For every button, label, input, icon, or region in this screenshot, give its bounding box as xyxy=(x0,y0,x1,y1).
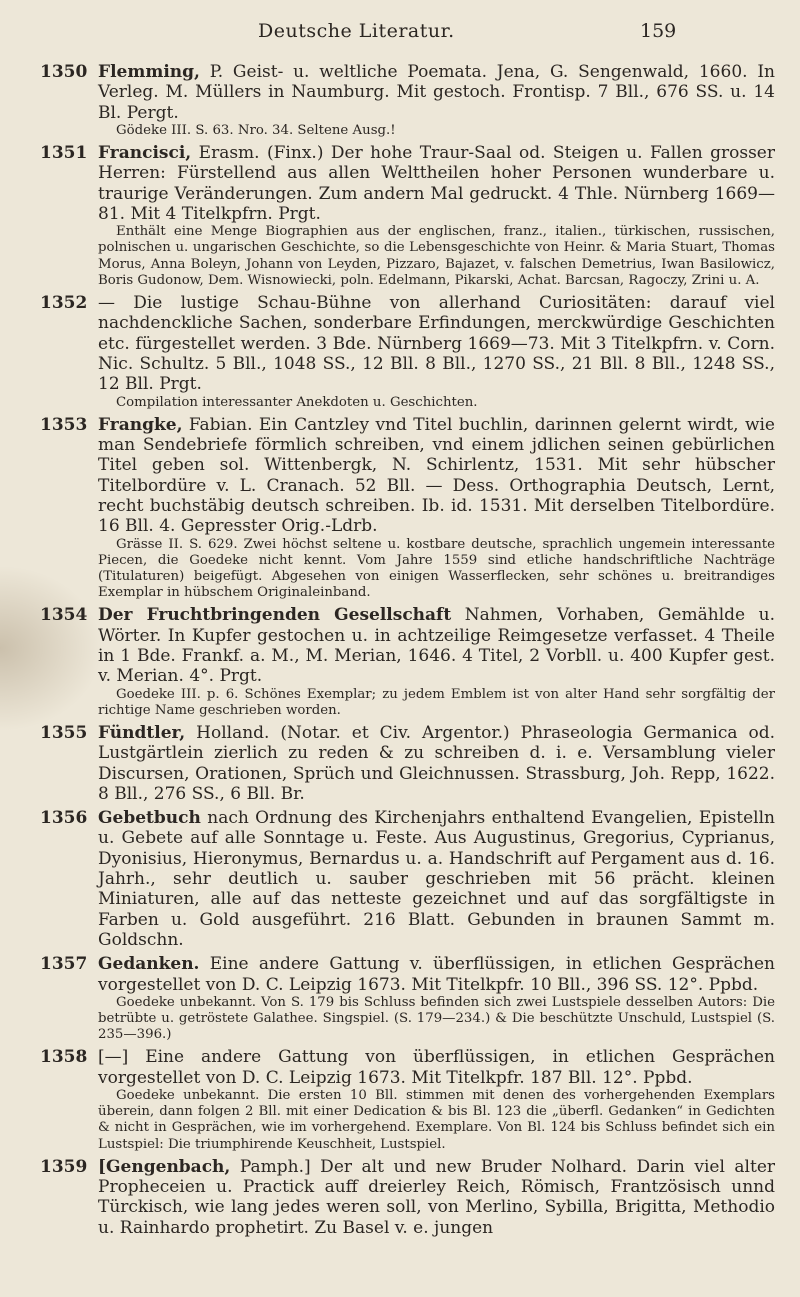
entry-number: 1352 xyxy=(40,293,88,314)
catalog-entry xyxy=(40,143,775,289)
catalog-entry xyxy=(40,808,775,950)
entry-number: 1353 xyxy=(40,414,88,435)
entry-note: Goedeke unbekannt. Von S. 179 bis Schluss befinden sich zwei Lustspiele desselben Autors: Die betrübte u. getröstete Galathee. Singspiel. (S. 179—234.) & Die beschützte Unschuld, Lustspiel (S. 235—396.) xyxy=(98,994,775,1043)
entry-note: Grässe II. S. 629. Zwei höchst seltene u. kostbare deutsche, sprachlich ungemein interessante Piecen, die Goedeke nicht kennt. Vom Jahre 1559 sind etliche handschriftliche Nachträge (Titulaturen) beigefügt. Abgesehen von einigen Wasserflecken, sehr schönes u. breitrandiges Exemplar in hübschem Originaleinband. xyxy=(98,536,775,601)
entry-number: 1355 xyxy=(40,722,88,743)
page-number: 159 xyxy=(640,20,677,42)
catalog-entry xyxy=(40,62,775,139)
entry-text xyxy=(98,1047,775,1088)
running-title: Deutsche Literatur. xyxy=(258,20,455,42)
catalog-entry xyxy=(40,605,775,719)
entry-number: 1354 xyxy=(40,605,88,626)
entry-description: Fabian. Ein Cantzley vnd Titel buchlin, darinnen gelernt wirdt, wie man Sendebriefe förmlich schreiben, vnd einem jdlichen seinen gebürlichen Titel geben sol. Wittenbergk, N. Schirlentz, 1531. Mit sehr hübscher Titelbordüre v. L. Cranach. 52 Bll. — Dess. Orthographia Deutsch, Lernt, recht buchstäbig deutsch schreiben. Ib. id. 1531. Mit derselben Titelbordüre. 16 Bll. 4. Gepresster Orig.-Ldrb. xyxy=(98,414,775,537)
entry-description: Erasm. (Finx.) Der hohe Traur-Saal od. Steigen u. Fallen grosser Herren: Fürstellend aus allen Welttheilen hoher Personen wunderbare u. traurige Veränderungen. Zum andern Mal gedruckt. 4 Thle. Nürnberg 1669—81. Mit 4 Titelkpfrn. Prgt. xyxy=(98,143,775,224)
entry-text xyxy=(98,62,775,123)
entry-author: Frangke, xyxy=(98,414,183,435)
entry-description: [—] Eine andere Gattung von überflüssigen, in etlichen Gesprächen vorgestellet von D. C. Leipzig 1673. Mit Titelkpfr. 187 Bll. 12°. Ppbd. xyxy=(98,1047,775,1088)
entry-text xyxy=(98,415,775,537)
entry-description: Holland. (Notar. et Civ. Argentor.) Phraseologia Germanica od. Lustgärtlein zierlich zu reden & zu schreiben d. i. e. Versamblung vieler Discursen, Orationen, Sprüch und Gleichnussen. Strassburg, Joh. Repp, 1622. 8 Bll., 276 SS., 6 Bll. Br. xyxy=(98,722,775,804)
entry-text xyxy=(98,143,775,224)
entry-author: Gedanken. xyxy=(98,954,200,975)
entry-author: [Gengenbach, xyxy=(98,1156,231,1177)
page-header xyxy=(0,20,800,50)
entry-note: Compilation interessanter Anekdoten u. Geschichten. xyxy=(116,394,478,410)
entry-number: 1359 xyxy=(40,1156,88,1177)
entry-description: Pamph.] Der alt und new Bruder Nolhard. Darin viel alter Propheceien u. Practick auff dreierley Reich, Römisch, Frantzösisch unnd Türckisch, wie lang jedes weren soll, von Merlino, Sybilla, Brigitta, Methodio u. Rainhardo prophetirt. Zu Basel v. e. jungen xyxy=(98,1156,775,1238)
entry-text xyxy=(98,723,775,804)
entry-number: 1358 xyxy=(40,1047,88,1068)
entry-text xyxy=(98,954,775,995)
entry-note: Enthält eine Menge Biographien aus der englischen, franz., italien., türkischen, russischen, polnischen u. ungarischen Geschichte, so die Lebensgeschichte von Heinr. & Maria Stuart, Thomas Morus, Anna Boleyn, Johann von Leyden, Pizzaro, Bajazet, v. falschen Demetrius, Iwan Basilowicz, Boris Gudonow, Dem. Wisnowiecki, poln. Edelmann, Pikarski, Achat. Barcsan, Ragoczy, Zrini u. A. xyxy=(98,224,775,288)
entry-number: 1351 xyxy=(40,143,88,164)
catalog-entry xyxy=(40,415,775,602)
catalog-entry xyxy=(40,954,775,1043)
entry-author: Flemming, xyxy=(98,62,200,82)
entry-text xyxy=(98,808,775,950)
entry-note: Gödeke III. S. 63. Nro. 34. Seltene Ausg.! xyxy=(116,122,396,138)
entry-author: Francisci, xyxy=(98,143,192,164)
entry-description: — Die lustige Schau-Bühne von allerhand Curiositäten: darauf viel nachdenckliche Sachen, sonderbare Erfindungen, merckwürdige Geschichten etc. fürgestellet werden. 3 Bde. Nürnberg 1669—73. Mit 3 Titelkpfrn. v. Corn. Nic. Schultz. 5 Bll., 1048 SS., 12 Bll. 8 Bll., 1270 SS., 21 Bll. 8 Bll., 1248 SS., 12 Bll. Prgt. xyxy=(98,293,775,395)
catalog-entry xyxy=(40,723,775,804)
entry-description: nach Ordnung des Kirchenjahrs enthaltend Evangelien, Epistelln u. Gebete auf alle Sonntage u. Feste. Aus Augustinus, Gregorius, Cyprianus, Dyonisius, Hieronymus, Bernardus u. a. Handschrift auf Pergament aus d. 16. Jahrh., sehr deutlich u. sauber geschrieben mit 56 prächt. kleinen Miniaturen, alle auf das netteste gezeichnet und auf das sorgfältigste in Farben u. Gold ausgeführt. 216 Blatt. Gebunden in braunen Sammt m. Goldschn. xyxy=(98,808,775,950)
catalog-entry xyxy=(40,1157,775,1238)
catalog-entry xyxy=(40,1047,775,1152)
entry-author: Gebetbuch xyxy=(98,808,201,829)
catalog-entry xyxy=(40,293,775,411)
entry-number: 1356 xyxy=(40,808,88,829)
entry-note: Goedeke III. p. 6. Schönes Exemplar; zu jedem Emblem ist von alter Hand sehr sorgfältig der richtige Name geschrieben worden. xyxy=(98,686,775,718)
entry-description: Nahmen, Vorhaben, Gemählde u. Wörter. In Kupfer gestochen u. in achtzeilige Reimgesetze verfasset. 4 Theile in 1 Bde. Frankf. a. M., M. Merian, 1646. 4 Titel, 2 Vorbll. u. 400 Kupfer gest. v. Merian. 4°. Prgt. xyxy=(98,605,775,687)
entry-text xyxy=(98,605,775,686)
entry-description: P. Geist- u. weltliche Poemata. Jena, G. Sengenwald, 1660. In Verleg. M. Müllers in Naumburg. Mit gestoch. Frontisp. 7 Bll., 676 SS. u. 14 Bl. Pergt. xyxy=(98,62,775,123)
entry-text xyxy=(98,293,775,394)
entry-number: 1357 xyxy=(40,954,88,975)
entry-description: Eine andere Gattung v. überflüssigen, in etlichen Gesprächen vorgestellet von D. C. Leipzig 1673. Mit Titelkpfr. 10 Bll., 396 SS. 12°. Ppbd. xyxy=(98,954,775,995)
entry-author: Fündtler, xyxy=(98,722,186,743)
entry-text xyxy=(98,1157,775,1238)
entry-number: 1350 xyxy=(40,62,88,82)
catalog-entries xyxy=(40,62,775,1242)
entry-note: Goedeke unbekannt. Die ersten 10 Bll. stimmen mit denen des vorhergehenden Exemplars überein, dann folgen 2 Bll. mit einer Dedication & bis Bl. 123 die „überfl. Gedanken“ in Gedichten & nicht in Gesprächen, wie im vorhergehend. Exemplare. Von Bl. 124 bis Schluss befindet sich ein Lustspiel: Die triumphirende Keuschheit, Lustspiel. xyxy=(98,1088,775,1152)
entry-author: Der Fruchtbringenden Gesellschaft xyxy=(98,605,452,626)
